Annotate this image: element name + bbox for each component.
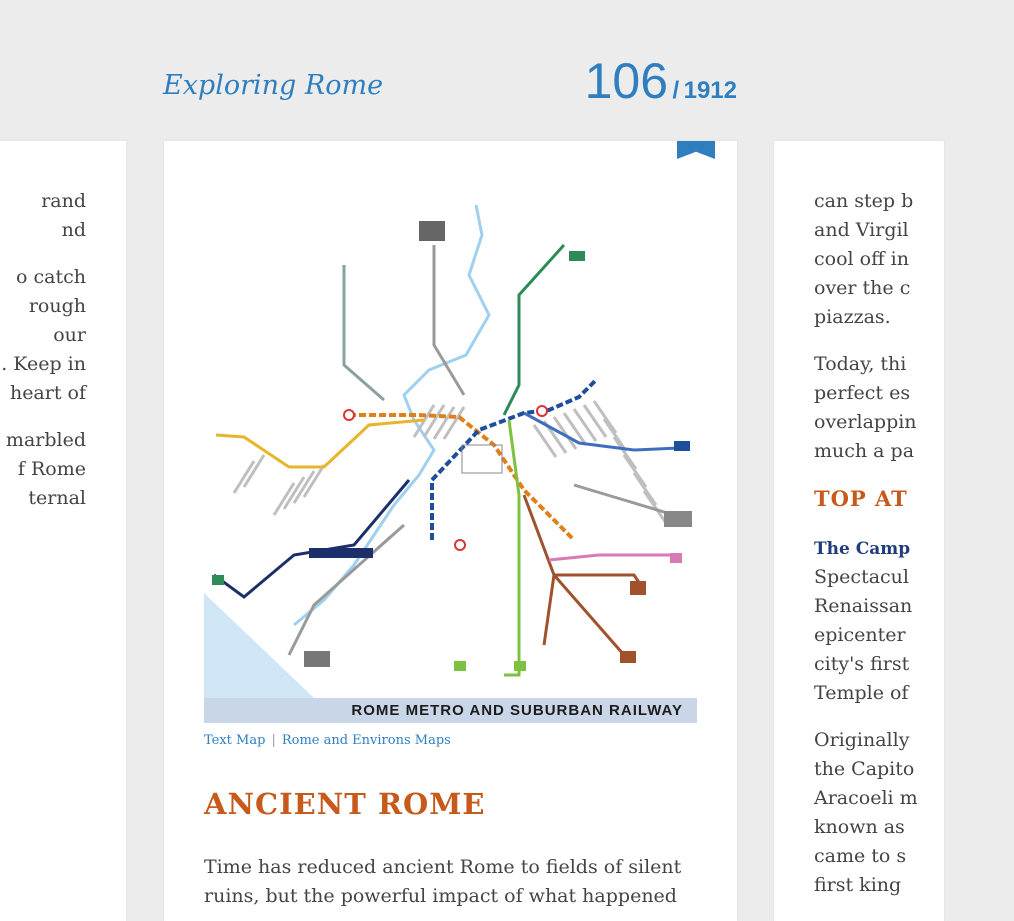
previous-page-text [0,187,126,531]
map-badge [664,511,692,527]
map-caption: ROME METRO AND SUBURBAN RAILWAY [204,698,697,723]
text-line: the Capito [814,758,915,780]
text-line: overlappin [814,411,917,433]
map-badge [630,581,646,595]
rome-maps-link[interactable]: Rome and Environs Maps [281,733,451,748]
text-line: over the c [814,277,911,299]
railway-north-west [344,265,384,400]
text-line: our [53,324,86,346]
text-line: heart of [9,382,86,404]
text-line: . Keep in [1,353,86,375]
station-interchange [344,410,354,420]
paragraph [814,350,1014,466]
map-badge [419,221,445,241]
railway-brown-3 [554,575,624,655]
station-interchange [455,540,465,550]
text-line: came to s [814,845,907,867]
text-line: ternal [28,487,86,509]
text-line: and Virgil [814,219,909,241]
text-line: Originally [814,729,910,751]
map-badge [674,441,690,451]
map-badge [670,553,682,563]
map-badge [309,548,373,558]
text-line: piazzas. [814,306,891,328]
paragraph [814,563,1014,708]
text-line: perfect es [814,382,911,404]
map-badge [454,661,466,671]
central-area [462,445,502,473]
next-page[interactable] [774,141,944,921]
paragraph [0,263,86,408]
current-page [164,141,737,921]
railway-northeast [504,245,564,415]
text-line: Aracoeli m [814,787,918,809]
paragraph [814,726,1014,900]
railway-yellow [216,420,424,467]
text-line: nd [61,219,86,241]
text-line: marbled [5,429,86,451]
text-line: known as [814,816,905,838]
text-line: city's first [814,653,910,675]
text-line: f Rome [17,458,86,480]
total-pages: 1912 [683,77,737,104]
text-line: epicenter [814,624,906,646]
text-line: much a pa [814,440,915,462]
railway-east [574,485,674,515]
text-line: Time has reduced ancient Rome to fields of silent [204,856,682,878]
text-line: Renaissan [814,595,913,617]
text-line: can step b [814,190,914,212]
page-counter [585,52,737,110]
text-line: first king [814,874,902,896]
text-line: rand [41,190,86,212]
text-line: Temple of [814,682,909,704]
section-heading: ANCIENT ROME [204,787,486,821]
rome-metro-map[interactable] [204,205,697,725]
sea-area [204,593,314,698]
map-badge [514,661,526,671]
section-title: TOP AT [814,486,908,511]
text-line: rough [28,295,86,317]
intro-paragraph [204,853,704,911]
station-interchange [537,406,547,416]
text-line: o catch [16,266,86,288]
paragraph [814,187,1014,332]
map-badge [620,651,636,663]
book-title: Exploring Rome [163,70,384,101]
link-divider: | [271,733,276,748]
railway-north [434,245,464,395]
railway-navy [214,480,409,597]
map-badge [212,575,224,585]
current-page-number: 106 [584,53,669,109]
text-line: Today, thi [814,353,907,375]
page-separator: / [672,77,680,104]
railway-green [504,420,519,675]
railway-pink [549,555,674,560]
bookmark-icon[interactable] [677,141,715,159]
next-page-text [814,187,1014,918]
text-map-link[interactable]: Text Map [204,733,266,748]
text-line: cool off in [814,248,909,270]
map-badge [304,651,330,667]
previous-page[interactable] [0,141,126,921]
text-line: ruins, but the powerful impact of what happened [204,885,677,907]
text-line: Spectacul [814,566,909,588]
sub-title: The Camp [814,539,911,559]
paragraph [0,426,86,513]
paragraph [0,187,86,245]
railway-southwest [289,525,404,655]
map-badge [569,251,585,261]
map-links [204,733,451,748]
